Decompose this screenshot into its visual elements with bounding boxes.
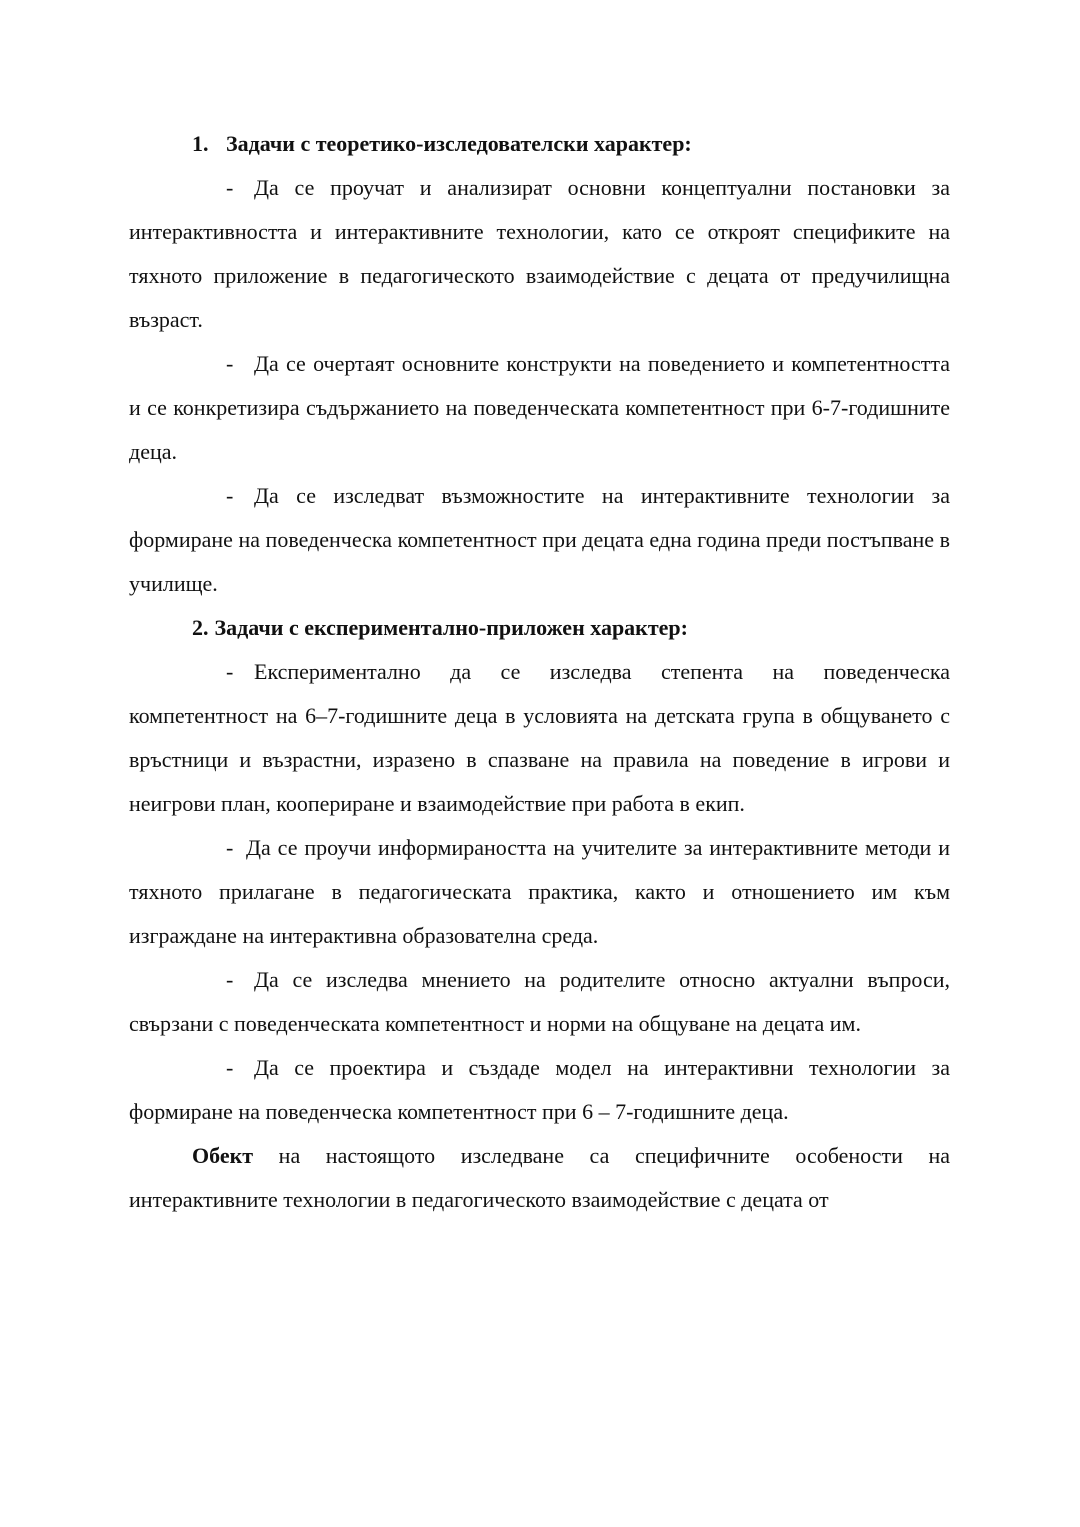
list-item bbox=[129, 650, 950, 826]
list-item bbox=[129, 474, 950, 606]
section-2-number: 2. bbox=[192, 615, 209, 640]
list-item-text: Да се изследват възможностите на интерактивните технологии за формиране на поведенческа компетентност при децата една година преди постъпване в училище. bbox=[129, 483, 950, 596]
list-item bbox=[129, 826, 950, 958]
list-item bbox=[129, 166, 950, 342]
document-page bbox=[129, 122, 950, 1222]
list-dash: - bbox=[226, 659, 234, 684]
object-paragraph bbox=[129, 1134, 950, 1222]
section-2-heading bbox=[129, 606, 950, 650]
list-dash: - bbox=[226, 483, 234, 508]
list-dash: - bbox=[226, 1055, 234, 1080]
list-item-text: Експериментално да се изследва степента на поведенческа компетентност на 6–7-годишните деца в условията на детската група в общуването с връстници и възрастни, изразено в спазване на правила на поведение в игрови и неигрови план, коопериране и взаимодействие при работа в екип. bbox=[129, 659, 950, 816]
list-item-text: Да се проучи информираността на учителите за интерактивните методи и тяхното прилагане в педагогическата практика, както и отношението им към изграждане на интерактивна образователна среда. bbox=[129, 835, 950, 948]
list-dash: - bbox=[226, 175, 234, 200]
list-item-text: Да се проектира и създаде модел на интерактивни технологии за формиране на поведенческа компетентност при 6 – 7-годишните деца. bbox=[129, 1055, 950, 1124]
list-item bbox=[129, 342, 950, 474]
list-item-text: Да се очертаят основните конструкти на поведението и компетентността и се конкретизира съдържанието на поведенческата компетентност при 6-7-годишните деца. bbox=[129, 351, 950, 464]
object-bold-word: Обект bbox=[192, 1143, 254, 1168]
list-dash: - bbox=[226, 835, 234, 860]
list-item-text: Да се проучат и анализират основни концептуални постановки за интерактивността и интерактивните технологии, като се откроят спецификите на тяхното приложение в педагогическото взаимодействие с децата от предучилищна възраст. bbox=[129, 175, 950, 332]
section-2-title: Задачи с експериментално-приложен характер: bbox=[214, 615, 688, 640]
section-1-heading bbox=[129, 122, 950, 166]
section-1-title: Задачи с теоретико-изследователски характер: bbox=[226, 131, 692, 156]
list-item-text: Да се изследва мнението на родителите относно актуални въпроси, свързани с поведенческата компетентност и норми на общуване на децата им. bbox=[129, 967, 950, 1036]
object-paragraph-text: на настоящото изследване са специфичните особености на интерактивните технологии в педагогическото взаимодействие с децата от bbox=[129, 1143, 950, 1212]
list-dash: - bbox=[226, 351, 234, 376]
list-item bbox=[129, 1046, 950, 1134]
list-item bbox=[129, 958, 950, 1046]
section-1-number: 1. bbox=[192, 131, 209, 156]
list-dash: - bbox=[226, 967, 234, 992]
